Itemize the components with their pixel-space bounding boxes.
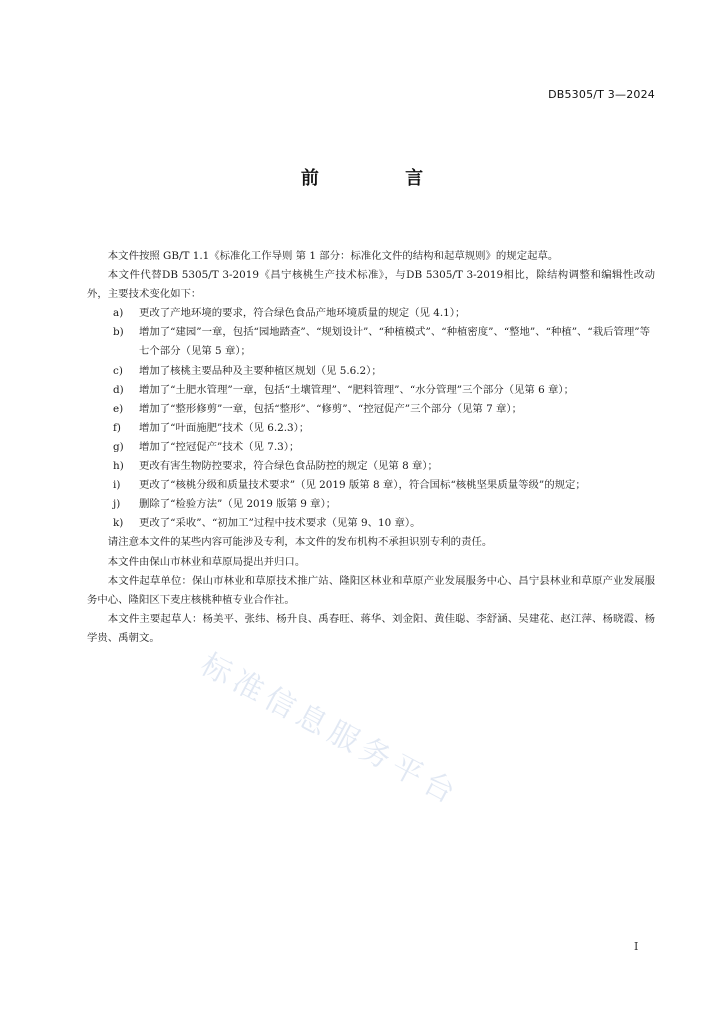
list-item bbox=[87, 457, 655, 476]
paragraph-drafting-rules: 本文件按照 GB/T 1.1《标准化工作导则 第 1 部分：标准化文件的结构和起草规则》的规定起草。 bbox=[107, 250, 559, 262]
list-marker: j) bbox=[113, 498, 121, 511]
list-item-text: 更改有害生物防控要求，符合绿色食品防控的规定（见第 8 章）； bbox=[139, 460, 438, 473]
list-item-text: 增加了“整形修剪”一章，包括“整形”、“修剪”、“控冠促产”三个部分（见第 7 章）； bbox=[139, 402, 523, 415]
paragraph-replacement: 本文件代替DB 5305/T 3-2019《昌宁核桃生产技术标准》，与DB 5305/T 3-2019相比，除结构调整和编辑性改动外，主要技术变化如下： bbox=[87, 269, 655, 301]
list-marker: i) bbox=[113, 479, 121, 492]
page-title: 前 言 bbox=[300, 168, 464, 189]
list-item bbox=[87, 495, 655, 514]
list-item bbox=[87, 476, 655, 495]
list-item-text: 增加了“建园”一章，包括“园地踏查”、“规划设计”、“种植模式”、“种植密度”、“整地”、“种植”、“栽后管理”等七个部分（见第 5 章）； bbox=[139, 326, 651, 358]
watermark: 标准信息服务平台 bbox=[194, 647, 466, 814]
list-item-text: 增加了“控冠促产”技术（见 7.3）； bbox=[139, 440, 300, 453]
list-item-text: 增加了核桃主要品种及主要种植区规划（见 5.6.2）； bbox=[139, 364, 382, 377]
list-item-text: 增加了“土肥水管理”一章，包括“土壤管理”、“肥料管理”、“水分管理”三个部分（见第 6 章）； bbox=[139, 383, 574, 396]
paragraph-drafters: 本文件主要起草人：杨美平、张纬、杨升良、禹春旺、蒋华、刘金阳、黄佳聪、李舒涵、吴建花、赵江萍、杨晓霞、杨学贵、禹朝文。 bbox=[87, 612, 655, 644]
list-marker: h) bbox=[113, 460, 124, 473]
list-item-text: 删除了“检验方法”（见 2019 版第 9 章）； bbox=[139, 498, 337, 511]
list-item-text: 更改了“采收”、“初加工”过程中技术要求（见第 9、10 章）。 bbox=[139, 517, 421, 530]
changes-list bbox=[87, 304, 655, 533]
list-marker: a) bbox=[113, 307, 124, 320]
list-item-text: 更改了产地环境的要求，符合绿色食品产地环境质量的规定（见 4.1）； bbox=[139, 307, 466, 320]
list-marker: g) bbox=[113, 440, 124, 453]
list-item bbox=[87, 323, 655, 361]
list-item-text: 增加了“叶面施肥”技术（见 6.2.3）； bbox=[139, 421, 310, 434]
list-item bbox=[87, 304, 655, 323]
paragraph-proposer: 本文件由保山市林业和草原局提出并归口。 bbox=[107, 555, 306, 568]
paragraph-patent-notice: 请注意本文件的某些内容可能涉及专利，本文件的发布机构不承担识别专利的责任。 bbox=[107, 536, 493, 549]
page-number: I bbox=[634, 940, 639, 953]
list-item bbox=[87, 514, 655, 533]
list-marker: c) bbox=[113, 364, 123, 377]
list-marker: f) bbox=[113, 421, 121, 434]
list-item bbox=[87, 381, 655, 400]
paragraph-drafting-units: 本文件起草单位：保山市林业和草原技术推广站、隆阳区林业和草原产业发展服务中心、昌宁县林业和草原产业发展服务中心、隆阳区下麦庄核桃种植专业合作社。 bbox=[87, 574, 655, 606]
list-item bbox=[87, 362, 655, 381]
list-item bbox=[87, 419, 655, 438]
list-marker: d) bbox=[113, 383, 124, 396]
standard-code: DB5305/T 3—2024 bbox=[548, 88, 655, 101]
list-marker: k) bbox=[113, 517, 124, 530]
list-marker: b) bbox=[113, 326, 124, 339]
list-marker: e) bbox=[113, 402, 124, 415]
list-item-text: 更改了“核桃分级和质量技术要求”（见 2019 版第 8 章），符合国标“核桃坚果质量等级”的规定； bbox=[139, 479, 586, 492]
foreword-body bbox=[87, 247, 655, 648]
list-item bbox=[87, 438, 655, 457]
list-item bbox=[87, 400, 655, 419]
